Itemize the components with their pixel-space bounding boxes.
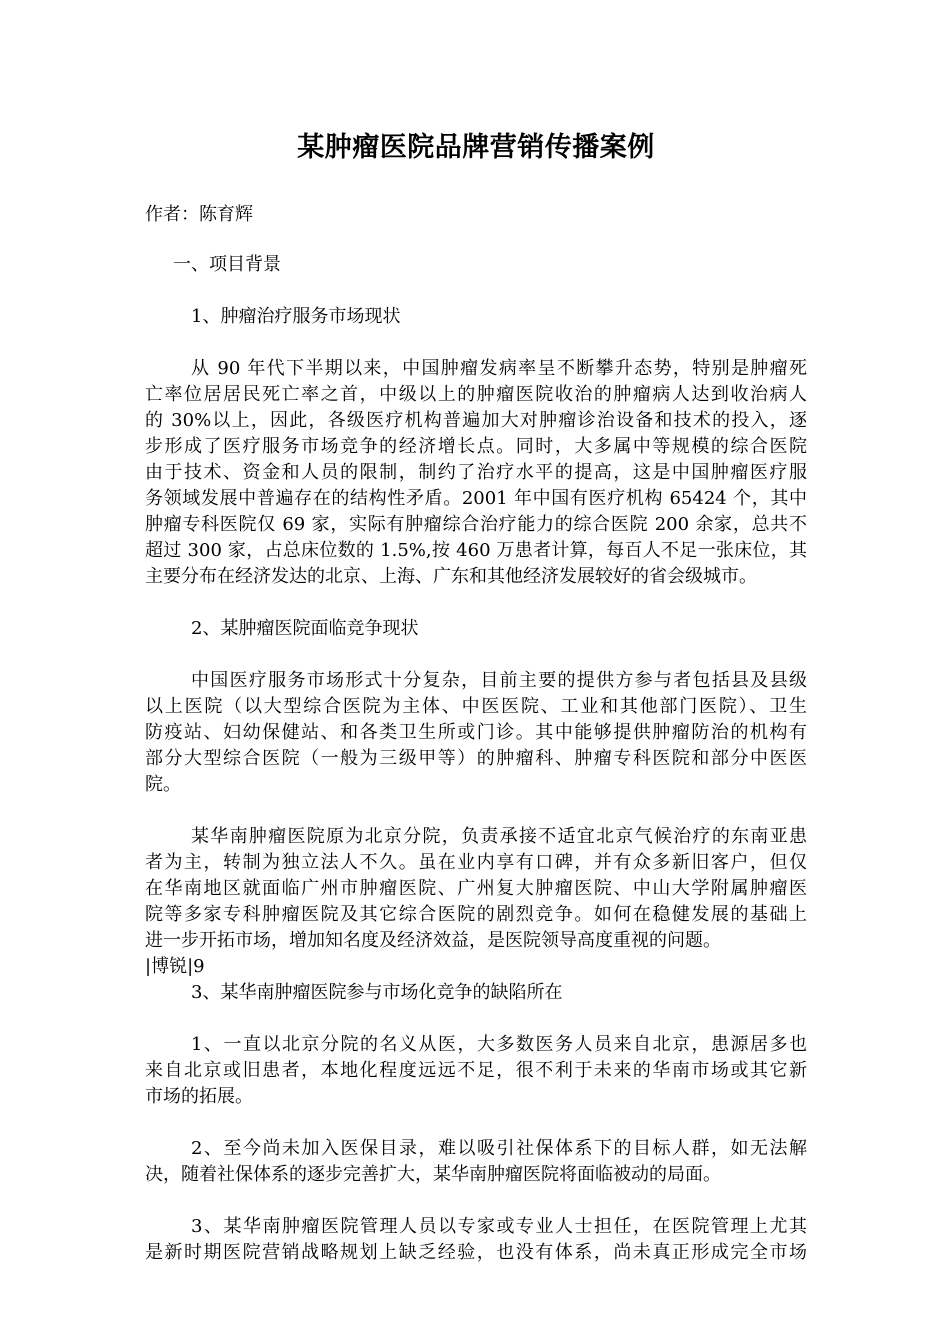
paragraph-line: 院等多家专科肿瘤医院及其它综合医院的剧烈竞争。如何在稳健发展的基础上	[145, 904, 807, 925]
paragraph-line: 以上医院（以大型综合医院为主体、中医医院、工业和其他部门医院）、卫生	[145, 696, 807, 717]
paragraph-line: 中国医疗服务市场形式十分复杂，目前主要的提供方参与者包括县及县级	[191, 670, 807, 691]
paragraph-line: 在华南地区就面临广州市肿瘤医院、广州复大肿瘤医院、中山大学附属肿瘤医	[145, 878, 807, 899]
paragraph-line: 1、一直以北京分院的名义从医，大多数医务人员来自北京，患源居多也	[191, 1034, 807, 1055]
paragraph-competition	[145, 668, 807, 798]
paragraph-defect-1	[145, 1032, 807, 1110]
paragraph-line: 超过 300 家，占总床位数的 1.5%,按 460 万患者计算，每百人不足一张床位，其	[145, 540, 807, 561]
paragraph-line: 来自北京或旧患者，本地化程度远远不足，很不利于未来的华南市场或其它新	[145, 1060, 807, 1081]
paragraph-line: 某华南肿瘤医院原为北京分院，负责承接不适宜北京气候治疗的东南亚患	[191, 826, 807, 847]
paragraph-defect-3	[145, 1214, 807, 1266]
paragraph-line: 者为主，转制为独立法人不久。虽在业内享有口碑，并有众多新旧客户，但仅	[145, 852, 807, 873]
paragraph-line: 主要分布在经济发达的北京、上海、广东和其他经济发展较好的省会级城市。	[145, 566, 757, 587]
paragraph-line: 肿瘤专科医院仅 69 家，实际有肿瘤综合治疗能力的综合医院 200 余家，总共不	[145, 514, 807, 535]
subheading-market-status: 1、肿瘤治疗服务市场现状	[191, 306, 401, 327]
paragraph-market-status	[145, 356, 807, 590]
subheading-competition: 2、某肿瘤医院面临竞争现状	[191, 618, 419, 639]
paragraph-line: 由于技术、资金和人员的限制，制约了治疗水平的提高，这是中国肿瘤医疗服	[145, 462, 807, 483]
paragraph-line: 部分大型综合医院（一般为三级甲等）的肿瘤科、肿瘤专科医院和部分中医医	[145, 748, 807, 769]
paragraph-line: 从 90 年代下半期以来，中国肿瘤发病率呈不断攀升态势，特别是肿瘤死	[191, 358, 807, 379]
document-title: 某肿瘤医院品牌营销传播案例	[297, 132, 655, 163]
paragraph-line: 市场的拓展。	[145, 1086, 253, 1107]
source-tag: |博锐|9	[145, 956, 205, 977]
paragraph-defect-2	[145, 1136, 807, 1188]
paragraph-line: 防疫站、妇幼保健站、和各类卫生所或门诊。其中能够提供肿瘤防治的机构有	[145, 722, 807, 743]
paragraph-line: 院。	[145, 774, 181, 795]
paragraph-hospital-background	[145, 824, 807, 954]
paragraph-line: 亡率位居居民死亡率之首，中级以上的肿瘤医院收治的肿瘤病人达到收治病人	[145, 384, 807, 405]
paragraph-line: 步形成了医疗服务市场竞争的经济增长点。同时，大多属中等规模的综合医院	[145, 436, 807, 457]
paragraph-line: 3、某华南肿瘤医院管理人员以专家或专业人士担任，在医院管理上尤其	[191, 1216, 807, 1237]
paragraph-line: 2、至今尚未加入医保目录，难以吸引社保体系下的目标人群，如无法解	[191, 1138, 807, 1159]
paragraph-line: 决，随着社保体系的逐步完善扩大，某华南肿瘤医院将面临被动的局面。	[145, 1164, 721, 1185]
paragraph-line: 进一步开拓市场，增加知名度及经济效益，是医院领导高度重视的问题。	[145, 930, 721, 951]
paragraph-line: 是新时期医院营销战略规划上缺乏经验，也没有体系，尚未真正形成完全市场	[145, 1242, 807, 1263]
document-page	[145, 128, 807, 1266]
section-heading-background: 一、项目背景	[173, 254, 281, 275]
paragraph-line: 的 30%以上，因此，各级医疗机构普遍加大对肿瘤诊治设备和技术的投入，逐	[145, 410, 807, 431]
paragraph-line: 务领域发展中普遍存在的结构性矛盾。2001 年中国有医疗机构 65424 个，其中	[145, 488, 807, 509]
author-line: 作者：陈育辉	[145, 204, 253, 225]
subheading-defects: 3、某华南肿瘤医院参与市场化竞争的缺陷所在	[191, 982, 563, 1003]
